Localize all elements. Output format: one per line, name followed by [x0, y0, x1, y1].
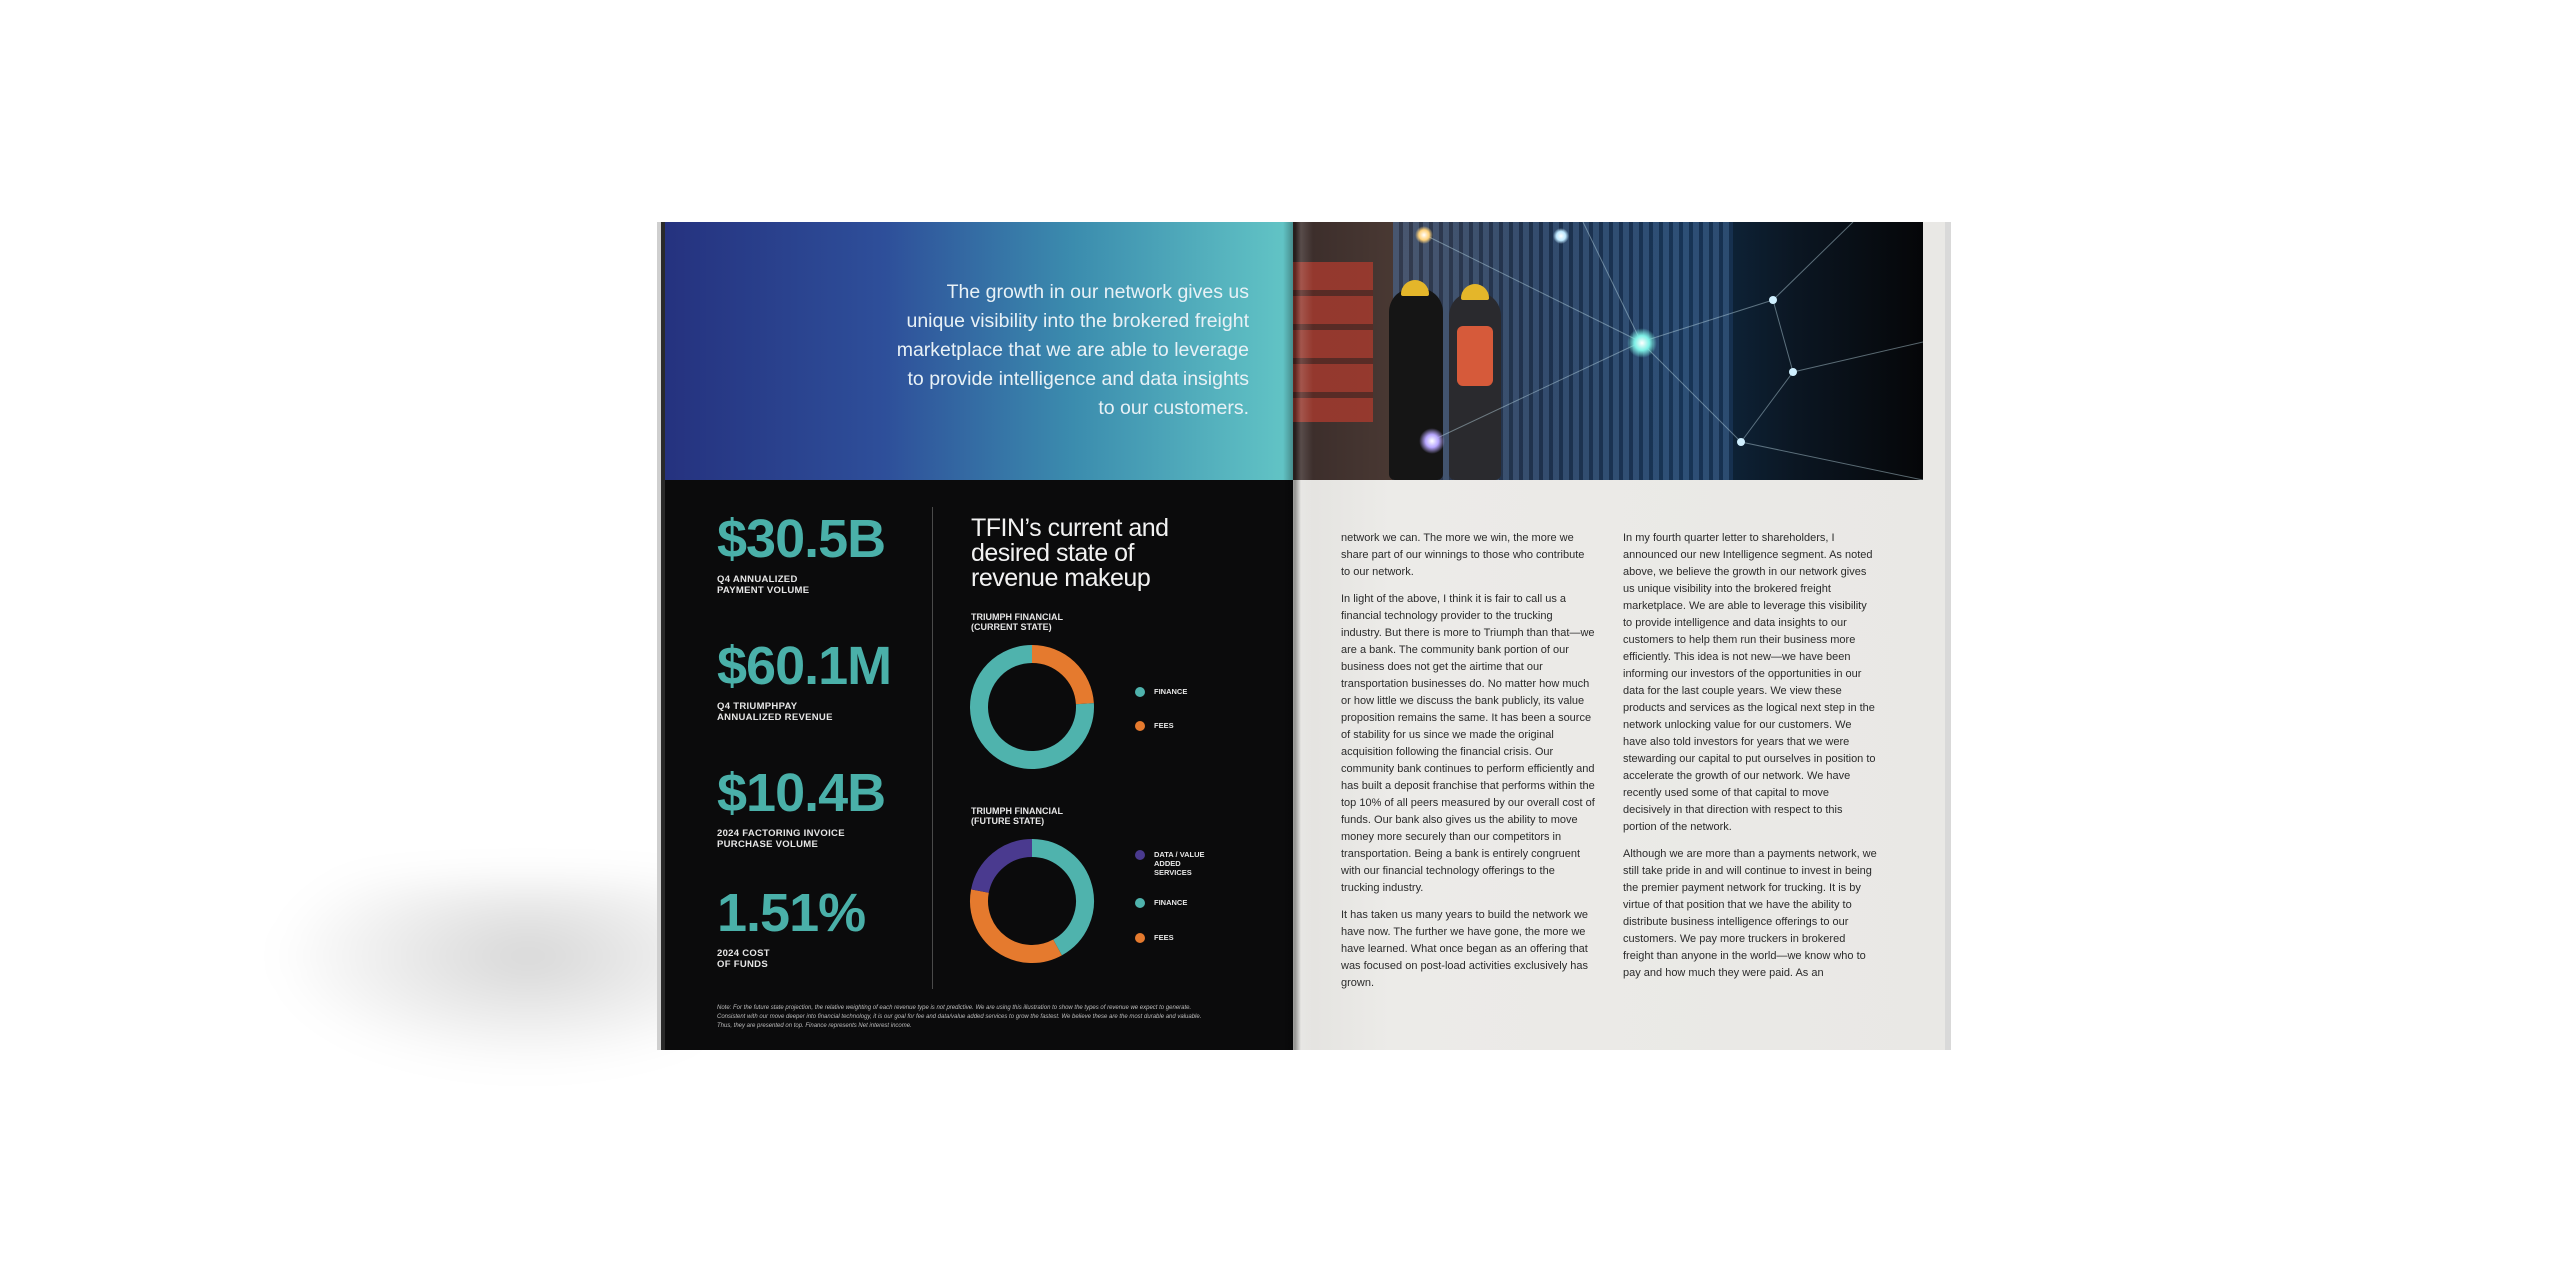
- legend-item-data-value-added: [1135, 850, 1224, 877]
- body-paragraph: In light of the above, I think it is fair to call us a financial technology provider to the trucking industry. But there is more to Triumph than that—we are a bank. The community bank portion of our business does not get the airtime that our transportation businesses do. No matter how much or how little we discuss the bank publicly, its value proposition remains the same. It has been a source of stability for us since we made the original acquisition following the financial crisis. Our community bank continues to perform efficiently and has built a deposit franchise that performs within the top 10% of all peers measured by our overall cost of funds. Our bank also gives us the ability to move money more securely than our competitors in transportation. Being a bank is entirely congruent with our financial technology offerings to the trucking industry.: [1341, 593, 1595, 894]
- legend-item-fees: [1135, 933, 1224, 943]
- light-glow: [1415, 226, 1433, 244]
- legend-label-line: DATA / VALUE: [1154, 850, 1205, 859]
- stat-label-line: ANNUALIZED REVENUE: [717, 712, 833, 723]
- stat-label: [717, 948, 865, 970]
- light-glow: [1789, 368, 1797, 376]
- legend-label-line: SERVICES: [1154, 868, 1192, 877]
- legend-label: FINANCE: [1154, 687, 1188, 696]
- legend-dot: [1135, 721, 1145, 731]
- vertical-divider: [932, 507, 933, 989]
- body-paragraph: network we can. The more we win, the more we share part of our winnings to those who contribute to our network.: [1341, 532, 1585, 578]
- book-shadow: [270, 880, 700, 1070]
- light-glow: [1553, 228, 1569, 244]
- stat-label-line: Q4 ANNUALIZED: [717, 574, 798, 585]
- donut-title-line: TRIUMPH FINANCIAL: [971, 806, 1063, 816]
- stat-triumphpay-revenue: [717, 636, 892, 723]
- stat-label-line: PAYMENT VOLUME: [717, 585, 810, 596]
- stat-label-line: 2024 FACTORING INVOICE: [717, 828, 845, 839]
- brochure-spread: [665, 222, 1945, 1050]
- legend-dot: [1135, 933, 1145, 943]
- stat-value: 1.51%: [717, 883, 866, 943]
- stat-payment-volume: [717, 509, 886, 596]
- donut-title-line: (CURRENT STATE): [971, 622, 1052, 632]
- donut-future-title: [971, 806, 1111, 826]
- workers-at-port-photo: [1293, 222, 1923, 480]
- chart-title: TFIN’s current and desired state of revenue makeup: [971, 514, 1169, 592]
- legend-label-line: ADDED: [1154, 859, 1181, 868]
- stat-label: [717, 574, 885, 596]
- stat-label: [717, 701, 891, 723]
- legend-label: FEES: [1154, 721, 1174, 730]
- donut-slice-finance: [1032, 848, 1085, 947]
- stat-label-line: Q4 TRIUMPHPAY: [717, 701, 798, 712]
- light-glow: [1419, 428, 1445, 454]
- legend-dot: [1135, 687, 1145, 697]
- legend-item-fees: [1135, 721, 1224, 731]
- stat-label-line: PURCHASE VOLUME: [717, 839, 819, 850]
- legend-label: FEES: [1154, 933, 1174, 942]
- stat-label-line: OF FUNDS: [717, 959, 768, 970]
- legend-label: FINANCE: [1154, 898, 1188, 907]
- stat-label: [717, 828, 885, 850]
- hero-quote: The growth in our network gives us unique visibility into the brokered freight marketplace that we are able to leverage to provide intelligence and data insights to our customers.: [896, 281, 1249, 419]
- stat-label-line: 2024 COST: [717, 948, 770, 959]
- donut-slice-fees: [979, 891, 1058, 954]
- stat-value: $60.1M: [717, 636, 892, 696]
- donut-current-title: [971, 612, 1111, 632]
- text-column-2: [1623, 530, 1877, 992]
- body-paragraph: Although we are more than a payments network, we still take pride in and will continue to invest in being the premier payment network for trucking. It is by virtue of that position that we have the ability to distribute business intelligence offerings to our customers. We pay more truckers in brokered freight than anyone in the world—we know who to pay and how much they were paid. As an: [1623, 848, 1877, 979]
- right-page: [1293, 222, 1945, 1050]
- stat-value: $10.4B: [717, 763, 886, 823]
- donut-slice-fees: [1032, 654, 1085, 704]
- light-glow: [1769, 296, 1777, 304]
- body-paragraph: In my fourth quarter letter to shareholders, I announced our new Intelligence segment. As noted above, we believe the growth in our network gives us unique visibility into the brokered freight marketplace. We are able to leverage this visibility to provide intelligence and data insights to our customers to help them run their business more efficiently. This idea is not new—we have been informing our investors of the opportunities in our data for the last couple years. We view these products and services as the logical next step in the network unlocking value for our customers. We have also told investors for years that we were stewarding our capital to put ourselves in position to accelerate the growth of our network. We have recently used some of that capital to move decisively in that direction with respect to this portion of the network.: [1623, 532, 1876, 833]
- light-glow: [1627, 328, 1657, 358]
- legend-item-finance: [1135, 898, 1224, 908]
- legend-dot: [1135, 850, 1145, 860]
- donut-slice-data-value-added-services: [980, 848, 1032, 891]
- footnote: Note: For the future state projection, the relative weighting of each revenue type is not predictive. We are using this illustration to show the types of revenue we expect to generate. Consistent with our move deeper into financial technology, it is our goal for fee and data/value added services to grow the fastest. We believe these are the most durable and valuable. Thus, they are presented on top. Finance represents Net interest income.: [717, 1005, 1202, 1029]
- legend-item-finance: [1135, 687, 1224, 697]
- light-glow: [1737, 438, 1745, 446]
- donut-chart-future: [967, 836, 1097, 966]
- legend-dot: [1135, 898, 1145, 908]
- network-lines-overlay: [1293, 222, 1923, 480]
- body-paragraph: It has taken us many years to build the network we have now. The further we have gone, the more we have learned. What once began as an offering that was focused on post-load activities exclusively has grown.: [1341, 909, 1589, 989]
- legend-label: [1154, 850, 1224, 877]
- stat-cost-of-funds: [717, 883, 866, 970]
- stat-factoring-volume: [717, 763, 886, 850]
- text-column-1: [1341, 530, 1595, 1002]
- donut-title-line: TRIUMPH FINANCIAL: [971, 612, 1063, 622]
- donut-title-line: (FUTURE STATE): [971, 816, 1045, 826]
- hero-gradient-band: [665, 222, 1293, 480]
- donut-chart-current: [967, 642, 1097, 772]
- stat-value: $30.5B: [717, 509, 886, 569]
- left-page: [665, 222, 1293, 1050]
